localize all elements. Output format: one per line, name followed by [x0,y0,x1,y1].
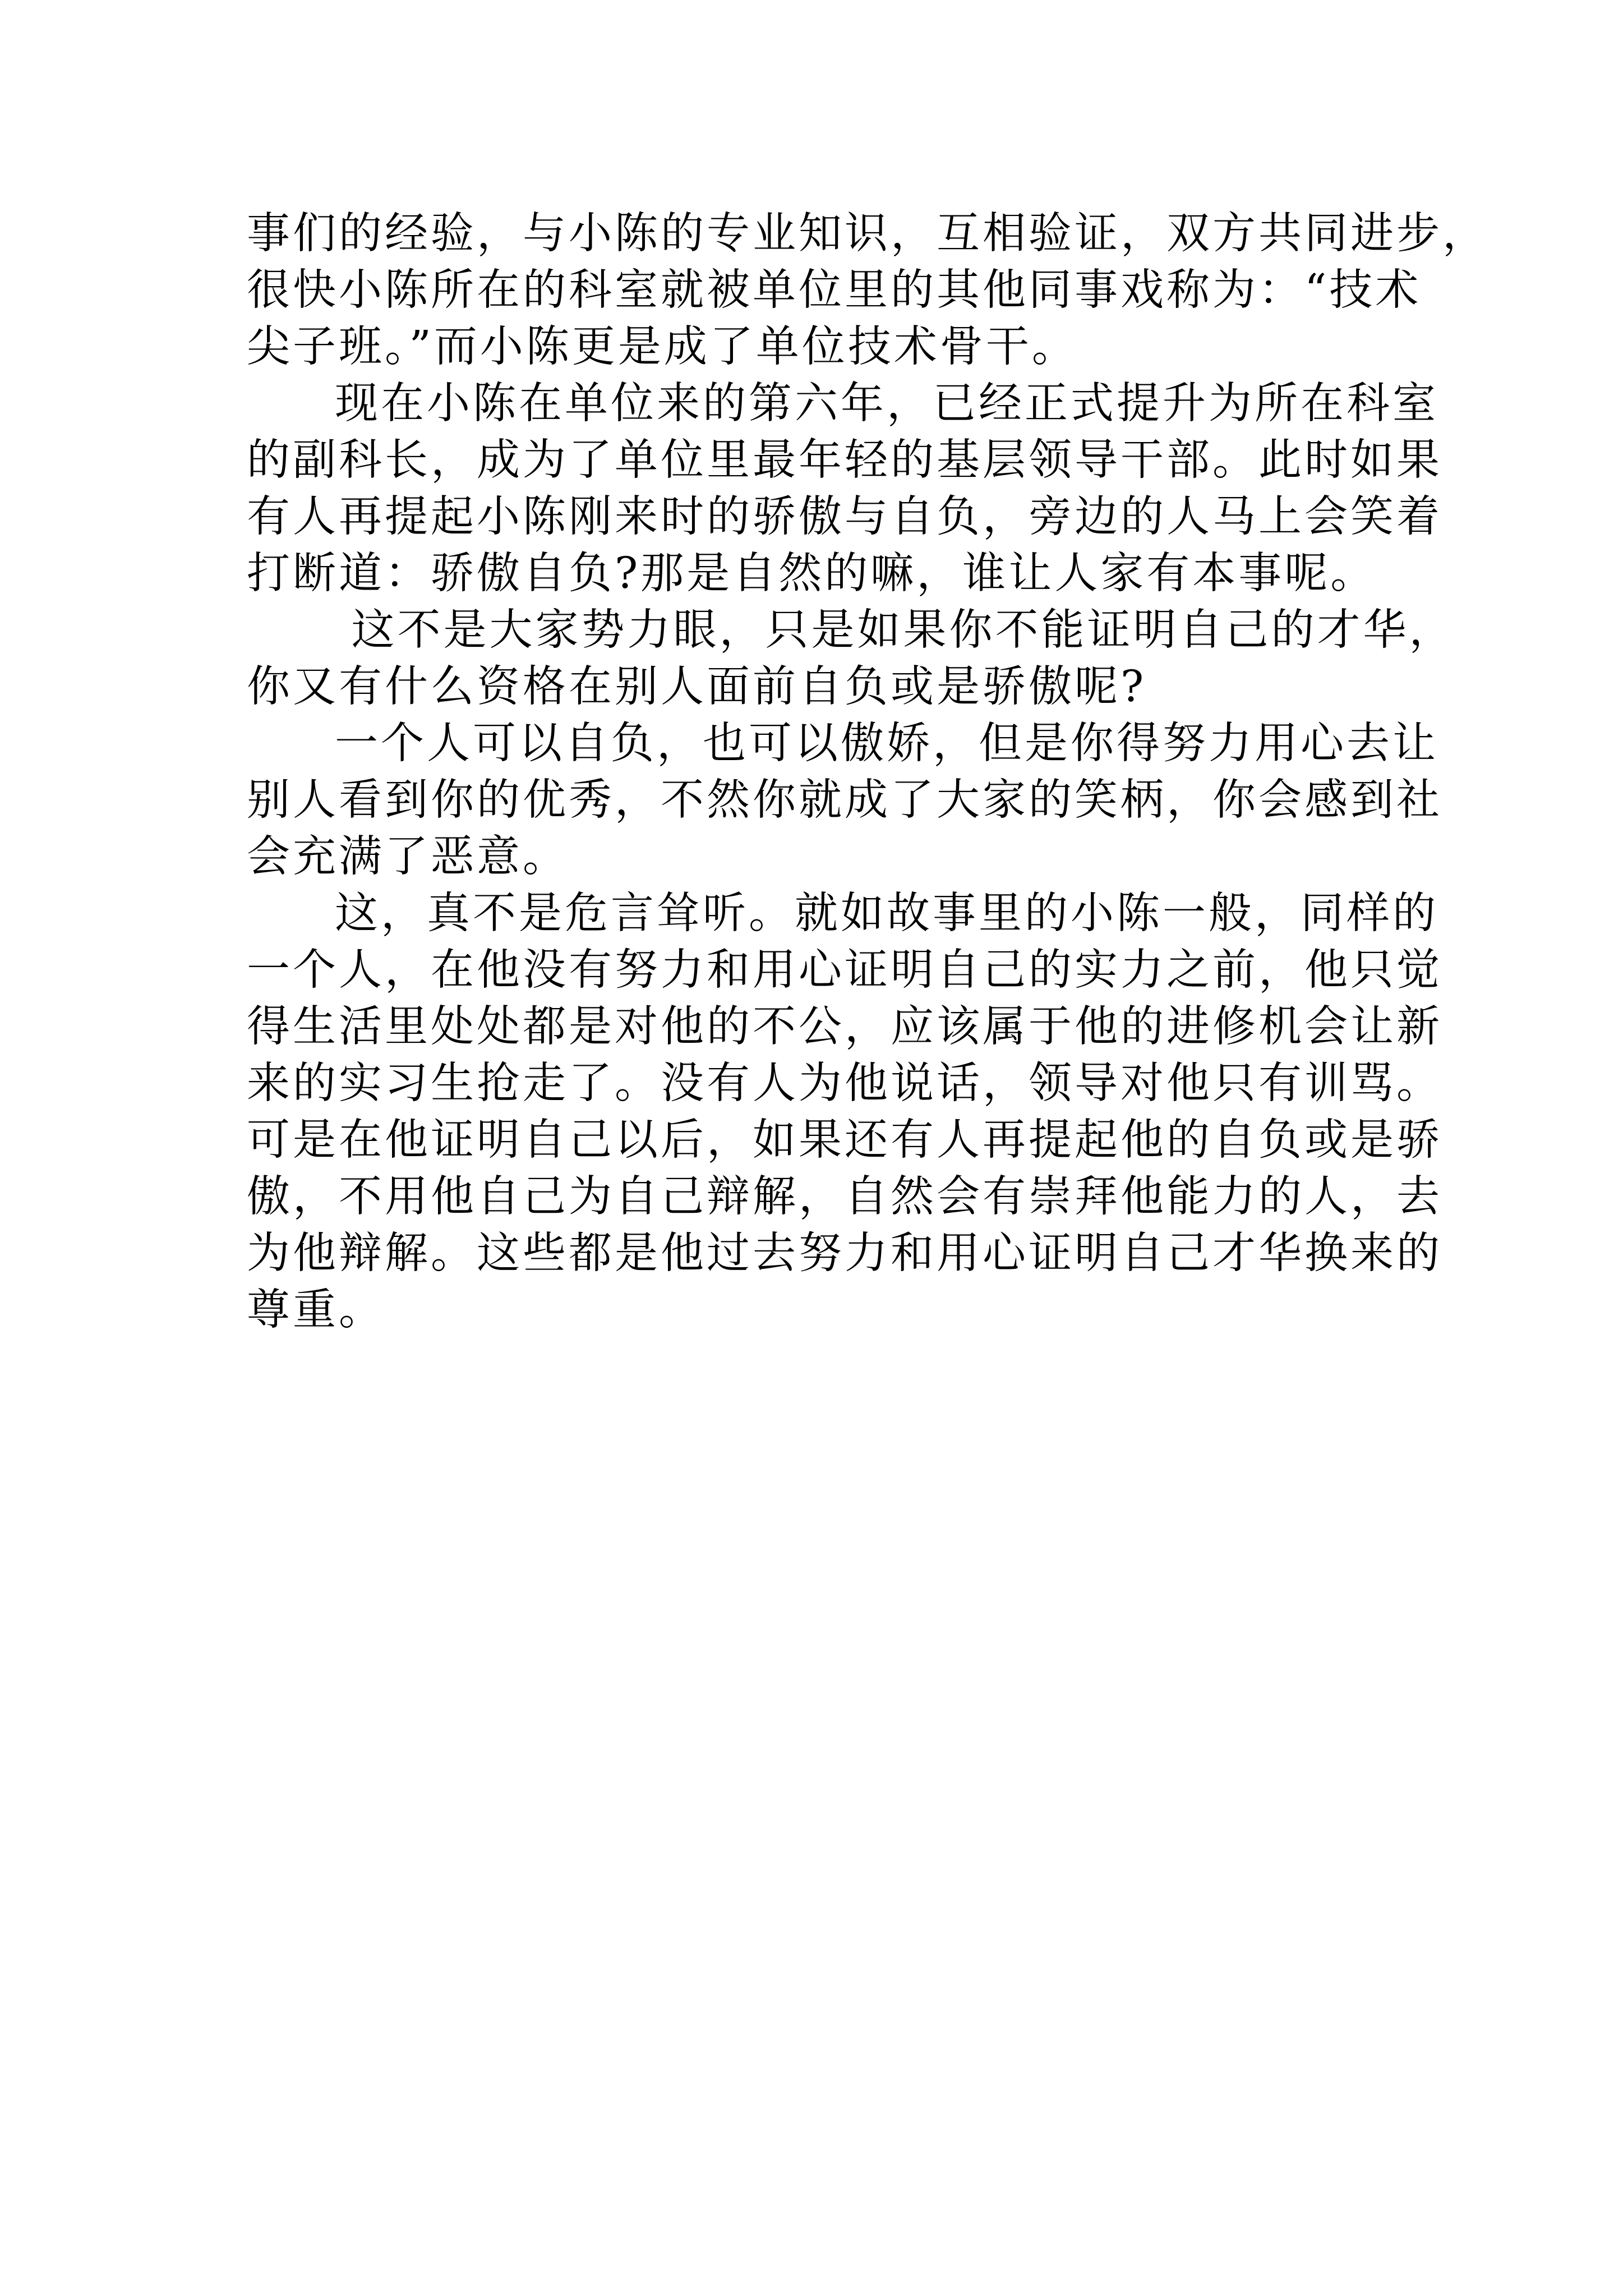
text-line: 有人再提起小陈刚来时的骄傲与自负，旁边的人马上会笑着 [247,492,1442,542]
text-line: 可是在他证明自己以后，如果还有人再提起他的自负或是骄 [247,1115,1442,1165]
text-line: 事们的经验，与小陈的专业知识，互相验证，双方共同进步， [247,209,1488,259]
text-line: 打断道：骄傲自负?那是自然的嘛，谁让人家有本事呢。 [247,549,1377,599]
paragraph-4 [247,715,1442,885]
text-line: 的副科长，成为了单位里最年轻的基层领导干部。此时如果 [247,435,1442,485]
text-line: 你又有什么资格在别人面前自负或是骄傲呢? [247,662,1147,712]
text-line: 尖子班。”而小陈更是成了单位技术骨干。 [247,322,1078,372]
text-line: 很快小陈所在的科室就被单位里的其他同事戏称为：“技术 [247,265,1422,315]
text-line: 得生活里处处都是对他的不公，应该属于他的进修机会让新 [247,1002,1442,1052]
text-line: 尊重。 [247,1285,385,1335]
text-line: 这，真不是危言耸听。就如故事里的小陈一般，同样的 [335,889,1438,938]
document-body [247,205,1488,1338]
text-line: 一个人，在他没有努力和用心证明自己的实力之前，他只觉 [247,945,1442,995]
text-line: 来的实习生抢走了。没有人为他说话，领导对他只有训骂。 [247,1059,1442,1108]
text-line: 会充满了恶意。 [247,832,569,882]
paragraph-3 [247,602,1455,715]
text-line: 这不是大家势力眼，只是如果你不能证明自己的才华， [335,605,1455,655]
text-line: 傲，不用他自己为自己辩解，自然会有崇拜他能力的人，去 [247,1172,1442,1222]
text-line: 为他辩解。这些都是他过去努力和用心证明自己才华换来的 [247,1228,1442,1278]
text-line: 现在小陈在单位来的第六年，已经正式提升为所在科室 [335,379,1438,429]
text-line: 一个人可以自负，也可以傲娇，但是你得努力用心去让 [335,719,1438,769]
paragraph-5 [247,885,1442,1338]
text-line: 别人看到你的优秀，不然你就成了大家的笑柄，你会感到社 [247,775,1442,825]
paragraph-1 [247,205,1488,375]
paragraph-2 [247,375,1442,602]
